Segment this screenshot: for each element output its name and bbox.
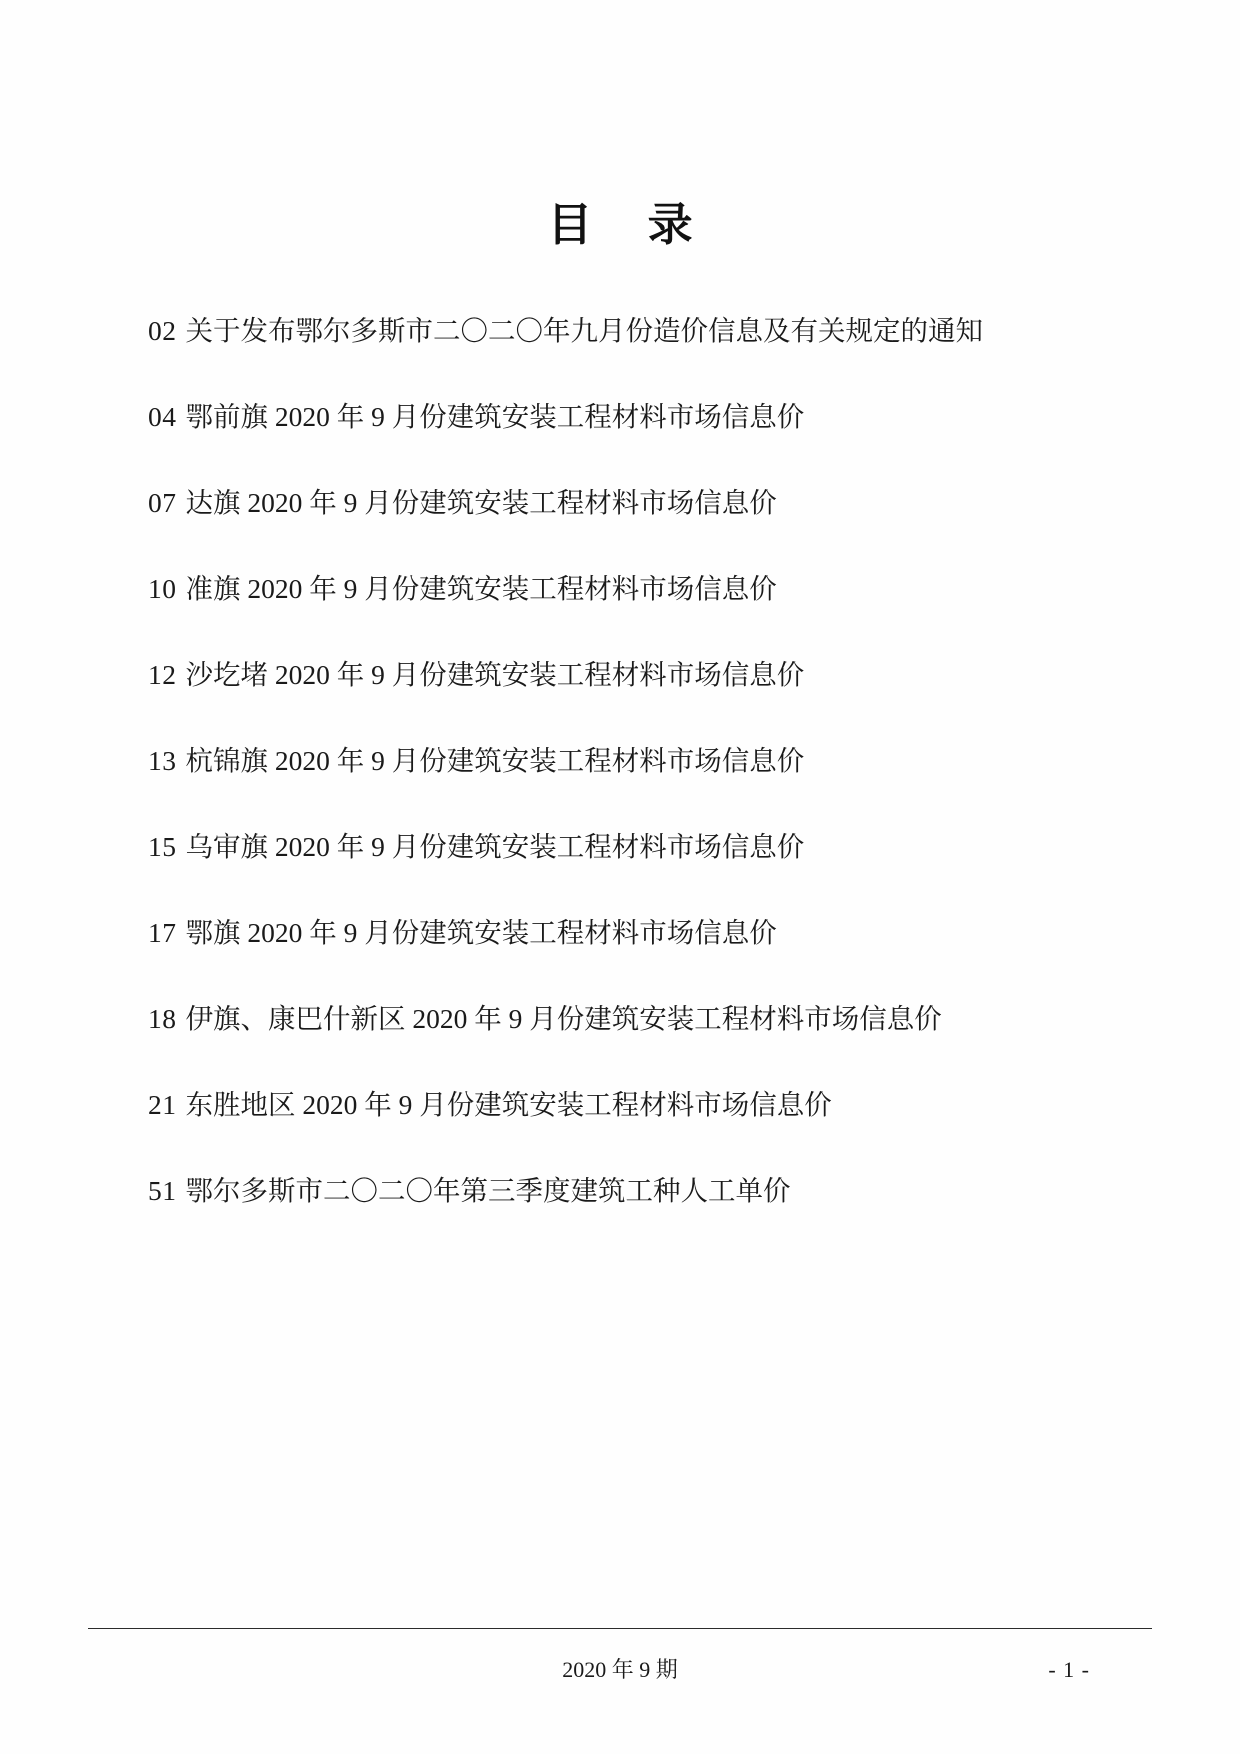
page-title: 目 录 (547, 200, 715, 250)
toc-entry[interactable] (0, 546, 1240, 632)
toc-entry-label: 鄂前旗 2020 年 9 月份建筑安装工程材料市场信息价 (185, 401, 805, 432)
toc-entry-label: 鄂旗 2020 年 9 月份建筑安装工程材料市场信息价 (185, 917, 777, 948)
toc-entry-label: 沙圪堵 2020 年 9 月份建筑安装工程材料市场信息价 (185, 659, 805, 690)
toc-entry-label: 东胜地区 2020 年 9 月份建筑安装工程材料市场信息价 (185, 1089, 832, 1120)
toc-entry-label: 鄂尔多斯市二〇二〇年第三季度建筑工种人工单价 (185, 1175, 791, 1206)
toc-entry[interactable] (0, 890, 1240, 976)
page-footer (88, 1650, 1152, 1690)
toc-entry-label: 杭锦旗 2020 年 9 月份建筑安装工程材料市场信息价 (185, 745, 805, 776)
toc-page-number: 15 (148, 831, 177, 862)
toc-page-number: 12 (148, 659, 177, 690)
toc-page-number: 13 (148, 745, 177, 776)
table-of-contents (0, 288, 1240, 1234)
toc-entry[interactable] (0, 1148, 1240, 1234)
toc-page-number: 07 (148, 487, 177, 518)
footer-divider (88, 1628, 1152, 1629)
footer-page-number: - 1 - (1048, 1657, 1090, 1682)
toc-entry-label: 达旗 2020 年 9 月份建筑安装工程材料市场信息价 (185, 487, 777, 518)
toc-entry[interactable] (0, 632, 1240, 718)
toc-entry[interactable] (0, 288, 1240, 374)
toc-entry-label: 乌审旗 2020 年 9 月份建筑安装工程材料市场信息价 (185, 831, 805, 862)
toc-entry[interactable] (0, 374, 1240, 460)
footer-issue: 2020 年 9 期 (562, 1657, 678, 1682)
toc-page-number: 17 (148, 917, 177, 948)
toc-entry-label: 关于发布鄂尔多斯市二〇二〇年九月份造价信息及有关规定的通知 (185, 315, 983, 346)
toc-page-number: 04 (148, 401, 177, 432)
toc-page-number: 21 (148, 1089, 177, 1120)
toc-entry[interactable] (0, 804, 1240, 890)
toc-entry[interactable] (0, 1062, 1240, 1148)
toc-page-number: 18 (148, 1003, 177, 1034)
toc-page-number: 51 (148, 1175, 177, 1206)
toc-entry[interactable] (0, 718, 1240, 804)
toc-entry[interactable] (0, 460, 1240, 546)
toc-page-number: 10 (148, 573, 177, 604)
toc-entry[interactable] (0, 976, 1240, 1062)
toc-entry-label: 准旗 2020 年 9 月份建筑安装工程材料市场信息价 (185, 573, 777, 604)
toc-page-number: 02 (148, 315, 177, 346)
toc-entry-label: 伊旗、康巴什新区 2020 年 9 月份建筑安装工程材料市场信息价 (185, 1003, 942, 1034)
